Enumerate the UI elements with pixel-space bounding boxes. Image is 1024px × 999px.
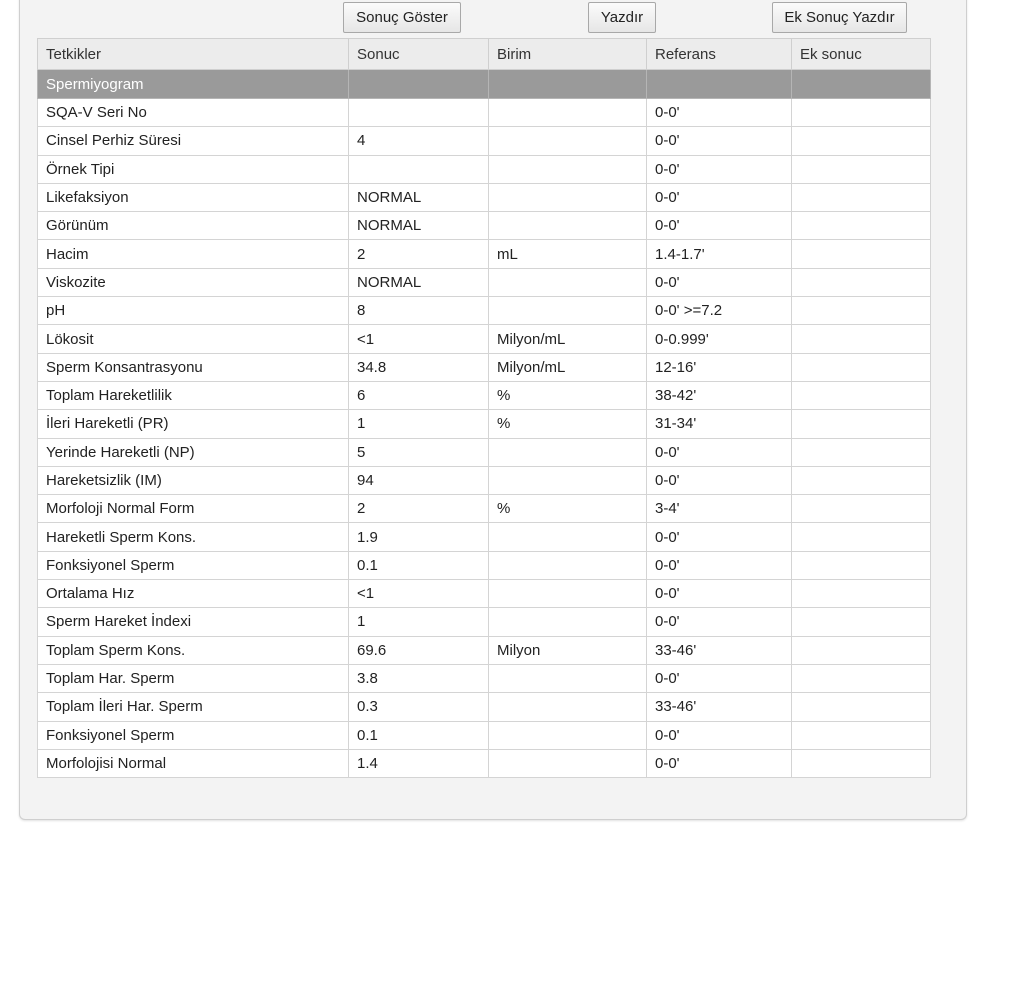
- unit-cell: [489, 212, 647, 240]
- table-row: [38, 183, 931, 211]
- test-name-cell: Morfoloji Normal Form: [38, 495, 349, 523]
- result-cell: <1: [349, 580, 489, 608]
- unit-cell: %: [489, 495, 647, 523]
- test-name-cell: Görünüm: [38, 212, 349, 240]
- column-header-unit: Birim: [489, 39, 647, 70]
- unit-cell: [489, 155, 647, 183]
- table-row: [38, 99, 931, 127]
- test-name-cell: Fonksiyonel Sperm: [38, 721, 349, 749]
- test-name-cell: Hareketsizlik (IM): [38, 466, 349, 494]
- column-header-extra-result: Ek sonuc: [792, 39, 931, 70]
- result-cell: 5: [349, 438, 489, 466]
- group-cell: [792, 70, 931, 99]
- reference-cell: 0-0': [647, 212, 792, 240]
- extra-result-cell: [792, 438, 931, 466]
- result-cell: NORMAL: [349, 268, 489, 296]
- extra-result-cell: [792, 523, 931, 551]
- extra-result-cell: [792, 721, 931, 749]
- result-cell: 0.1: [349, 551, 489, 579]
- table-row: [38, 268, 931, 296]
- test-name-cell: Morfolojisi Normal: [38, 749, 349, 777]
- table-row: [38, 212, 931, 240]
- result-cell: NORMAL: [349, 183, 489, 211]
- extra-result-cell: [792, 155, 931, 183]
- extra-result-cell: [792, 636, 931, 664]
- unit-cell: [489, 580, 647, 608]
- extra-result-cell: [792, 183, 931, 211]
- extra-result-cell: [792, 353, 931, 381]
- extra-result-cell: [792, 297, 931, 325]
- result-cell: 8: [349, 297, 489, 325]
- extra-result-cell: [792, 749, 931, 777]
- print-button[interactable]: Yazdır: [588, 2, 656, 33]
- test-name-cell: Fonksiyonel Sperm: [38, 551, 349, 579]
- unit-cell: %: [489, 410, 647, 438]
- table-row: [38, 749, 931, 777]
- table-row: [38, 523, 931, 551]
- result-cell: 34.8: [349, 353, 489, 381]
- reference-cell: 1.4-1.7': [647, 240, 792, 268]
- table-row: [38, 381, 931, 409]
- test-name-cell: Ortalama Hız: [38, 580, 349, 608]
- extra-result-print-button[interactable]: Ek Sonuç Yazdır: [772, 2, 907, 33]
- unit-cell: [489, 551, 647, 579]
- reference-cell: 31-34': [647, 410, 792, 438]
- result-cell: 2: [349, 240, 489, 268]
- table-row: [38, 410, 931, 438]
- unit-cell: [489, 664, 647, 692]
- test-name-cell: Yerinde Hareketli (NP): [38, 438, 349, 466]
- extra-result-cell: [792, 466, 931, 494]
- extra-result-cell: [792, 608, 931, 636]
- extra-result-cell: [792, 381, 931, 409]
- column-header-reference: Referans: [647, 39, 792, 70]
- table-row: [38, 155, 931, 183]
- reference-cell: 12-16': [647, 353, 792, 381]
- table-row: [38, 353, 931, 381]
- unit-cell: [489, 693, 647, 721]
- result-cell: 4: [349, 127, 489, 155]
- table-row: [38, 636, 931, 664]
- table-row: [38, 240, 931, 268]
- table-row: [38, 438, 931, 466]
- reference-cell: 38-42': [647, 381, 792, 409]
- reference-cell: 0-0': [647, 608, 792, 636]
- result-cell: 6: [349, 381, 489, 409]
- unit-cell: mL: [489, 240, 647, 268]
- unit-cell: Milyon: [489, 636, 647, 664]
- show-result-button[interactable]: Sonuç Göster: [343, 2, 461, 33]
- test-name-cell: Sperm Hareket İndexi: [38, 608, 349, 636]
- result-cell: 94: [349, 466, 489, 494]
- result-cell: 1: [349, 410, 489, 438]
- group-cell: [489, 70, 647, 99]
- test-name-cell: Toplam Har. Sperm: [38, 664, 349, 692]
- reference-cell: 0-0': [647, 127, 792, 155]
- test-name-cell: Toplam Hareketlilik: [38, 381, 349, 409]
- reference-cell: 0-0' >=7.2: [647, 297, 792, 325]
- extra-result-cell: [792, 693, 931, 721]
- result-cell: 0.3: [349, 693, 489, 721]
- test-name-cell: Likefaksiyon: [38, 183, 349, 211]
- reference-cell: 33-46': [647, 636, 792, 664]
- extra-result-cell: [792, 551, 931, 579]
- result-cell: 69.6: [349, 636, 489, 664]
- table-row: [38, 495, 931, 523]
- unit-cell: [489, 99, 647, 127]
- unit-cell: Milyon/mL: [489, 353, 647, 381]
- test-name-cell: Toplam Sperm Kons.: [38, 636, 349, 664]
- result-cell: 1: [349, 608, 489, 636]
- extra-result-cell: [792, 664, 931, 692]
- table-row: [38, 693, 931, 721]
- extra-result-cell: [792, 325, 931, 353]
- group-cell: [647, 70, 792, 99]
- unit-cell: [489, 608, 647, 636]
- result-cell: 0.1: [349, 721, 489, 749]
- result-cell: 1.9: [349, 523, 489, 551]
- test-name-cell: Cinsel Perhiz Süresi: [38, 127, 349, 155]
- extra-result-cell: [792, 410, 931, 438]
- unit-cell: [489, 466, 647, 494]
- test-name-cell: Örnek Tipi: [38, 155, 349, 183]
- reference-cell: 0-0': [647, 99, 792, 127]
- reference-cell: 0-0': [647, 268, 792, 296]
- reference-cell: 0-0': [647, 721, 792, 749]
- column-header-result: Sonuc: [349, 39, 489, 70]
- unit-cell: [489, 523, 647, 551]
- extra-result-cell: [792, 268, 931, 296]
- unit-cell: [489, 721, 647, 749]
- unit-cell: %: [489, 381, 647, 409]
- result-cell: 2: [349, 495, 489, 523]
- reference-cell: 0-0': [647, 551, 792, 579]
- result-cell: NORMAL: [349, 212, 489, 240]
- test-name-cell: Hareketli Sperm Kons.: [38, 523, 349, 551]
- test-name-cell: Viskozite: [38, 268, 349, 296]
- extra-result-cell: [792, 580, 931, 608]
- reference-cell: 0-0': [647, 749, 792, 777]
- table-row: [38, 608, 931, 636]
- unit-cell: Milyon/mL: [489, 325, 647, 353]
- reference-cell: 0-0': [647, 664, 792, 692]
- unit-cell: [489, 127, 647, 155]
- extra-result-cell: [792, 127, 931, 155]
- results-table: [37, 38, 931, 778]
- unit-cell: [489, 438, 647, 466]
- result-cell: [349, 155, 489, 183]
- reference-cell: 0-0': [647, 438, 792, 466]
- test-name-cell: Lökosit: [38, 325, 349, 353]
- reference-cell: 0-0': [647, 183, 792, 211]
- reference-cell: 0-0': [647, 466, 792, 494]
- reference-cell: 33-46': [647, 693, 792, 721]
- table-row: [38, 551, 931, 579]
- result-cell: 1.4: [349, 749, 489, 777]
- reference-cell: 3-4': [647, 495, 792, 523]
- extra-result-cell: [792, 240, 931, 268]
- unit-cell: [489, 297, 647, 325]
- unit-cell: [489, 749, 647, 777]
- table-row: [38, 721, 931, 749]
- table-row: [38, 580, 931, 608]
- group-row-spermiogram: [38, 70, 931, 99]
- group-cell: [349, 70, 489, 99]
- reference-cell: 0-0.999': [647, 325, 792, 353]
- test-name-cell: Sperm Konsantrasyonu: [38, 353, 349, 381]
- unit-cell: [489, 268, 647, 296]
- table-header-row: [38, 39, 931, 70]
- table-row: [38, 127, 931, 155]
- extra-result-cell: [792, 495, 931, 523]
- table-row: [38, 466, 931, 494]
- test-name-cell: Hacim: [38, 240, 349, 268]
- result-cell: <1: [349, 325, 489, 353]
- extra-result-cell: [792, 99, 931, 127]
- test-name-cell: SQA-V Seri No: [38, 99, 349, 127]
- table-row: [38, 664, 931, 692]
- test-name-cell: Toplam İleri Har. Sperm: [38, 693, 349, 721]
- extra-result-cell: [792, 212, 931, 240]
- reference-cell: 0-0': [647, 523, 792, 551]
- table-row: [38, 297, 931, 325]
- table-row: [38, 325, 931, 353]
- column-header-tests: Tetkikler: [38, 39, 349, 70]
- test-name-cell: pH: [38, 297, 349, 325]
- test-name-cell: İleri Hareketli (PR): [38, 410, 349, 438]
- result-cell: 3.8: [349, 664, 489, 692]
- group-label: Spermiyogram: [38, 70, 349, 99]
- reference-cell: 0-0': [647, 580, 792, 608]
- result-cell: [349, 99, 489, 127]
- reference-cell: 0-0': [647, 155, 792, 183]
- unit-cell: [489, 183, 647, 211]
